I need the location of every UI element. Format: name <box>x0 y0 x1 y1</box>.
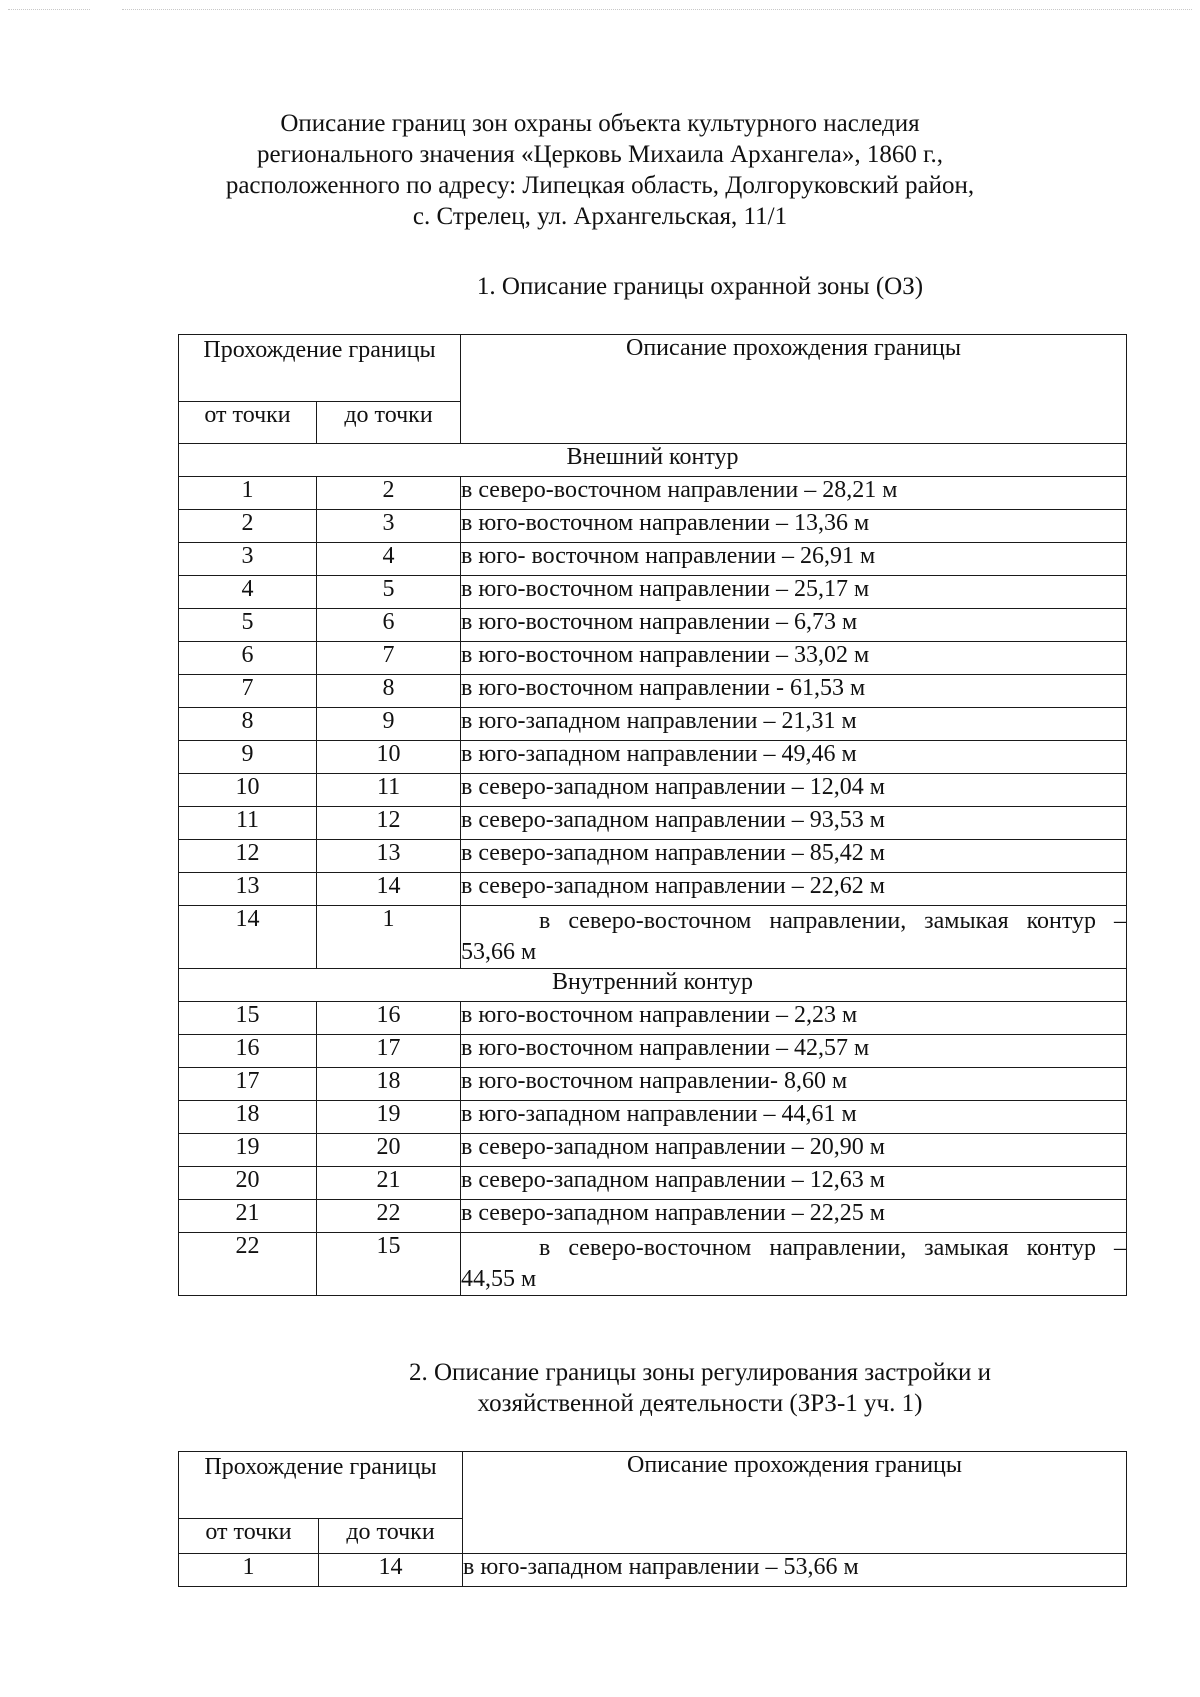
point-from: 6 <box>179 642 317 675</box>
point-from: 19 <box>179 1134 317 1167</box>
point-from: 10 <box>179 774 317 807</box>
table-row <box>179 1035 1127 1068</box>
point-to: 4 <box>317 543 461 576</box>
point-from: 5 <box>179 609 317 642</box>
point-from: 4 <box>179 576 317 609</box>
table-row <box>179 774 1127 807</box>
point-from: 17 <box>179 1068 317 1101</box>
table-row <box>179 1134 1127 1167</box>
point-from: 15 <box>179 1002 317 1035</box>
boundary-description: в юго-восточном направлении – 25,17 м <box>461 576 1127 609</box>
title-line: регионального значения «Церковь Михаила Архангела», 1860 г., <box>256 141 944 168</box>
boundary-description: в северо-восточном направлении, замыкая контур – 44,55 м <box>461 1233 1127 1296</box>
table-row <box>179 741 1127 774</box>
point-from: 14 <box>179 906 317 969</box>
table-row <box>179 873 1127 906</box>
boundary-description: в северо-западном направлении – 22,62 м <box>461 873 1127 906</box>
outer-contour-rows <box>179 477 1127 906</box>
boundary-description: в северо-западном направлении – 85,42 м <box>461 840 1127 873</box>
point-to: 14 <box>317 873 461 906</box>
header-passage: Прохождение границы <box>179 335 461 402</box>
point-to: 18 <box>317 1068 461 1101</box>
point-to: 1 <box>317 906 461 969</box>
inner-contour-label: Внутренний контур <box>179 969 1127 1002</box>
scan-edge-left <box>8 9 90 10</box>
header-description: Описание прохождения границы <box>463 1452 1127 1554</box>
point-from: 9 <box>179 741 317 774</box>
boundary-description: в юго-восточном направлении - 61,53 м <box>461 675 1127 708</box>
boundary-description: в юго-восточном направлении- 8,60 м <box>461 1068 1127 1101</box>
table-row <box>179 1101 1127 1134</box>
boundary-description: в северо-западном направлении – 93,53 м <box>461 807 1127 840</box>
point-to: 13 <box>317 840 461 873</box>
point-from: 1 <box>179 1554 319 1587</box>
boundary-description: в северо-западном направлении – 12,63 м <box>461 1167 1127 1200</box>
point-from: 1 <box>179 477 317 510</box>
point-to: 9 <box>317 708 461 741</box>
inner-contour-rows <box>179 1002 1127 1233</box>
table-row <box>179 477 1127 510</box>
point-to: 14 <box>319 1554 463 1587</box>
table-row <box>179 642 1127 675</box>
table-row <box>179 1002 1127 1035</box>
table-row <box>179 543 1127 576</box>
header-passage: Прохождение границы <box>179 1452 463 1519</box>
point-to: 8 <box>317 675 461 708</box>
boundary-description: в юго-восточном направлении – 2,23 м <box>461 1002 1127 1035</box>
boundary-description: в юго-западном направлении – 21,31 м <box>461 708 1127 741</box>
point-to: 12 <box>317 807 461 840</box>
point-to: 19 <box>317 1101 461 1134</box>
point-from: 3 <box>179 543 317 576</box>
boundary-description: в северо-западном направлении – 22,25 м <box>461 1200 1127 1233</box>
table-row <box>179 510 1127 543</box>
point-from: 13 <box>179 873 317 906</box>
point-to: 21 <box>317 1167 461 1200</box>
point-from: 11 <box>179 807 317 840</box>
table-row <box>179 576 1127 609</box>
table-row <box>179 609 1127 642</box>
point-from: 22 <box>179 1233 317 1296</box>
point-to: 20 <box>317 1134 461 1167</box>
point-to: 16 <box>317 1002 461 1035</box>
point-to: 6 <box>317 609 461 642</box>
header-to: до точки <box>319 1519 463 1554</box>
boundary-description: в юго-западном направлении – 44,61 м <box>461 1101 1127 1134</box>
table-row <box>179 1167 1127 1200</box>
boundary-description: в северо-восточном направлении – 28,21 м <box>461 477 1127 510</box>
point-from: 7 <box>179 675 317 708</box>
header-from: от точки <box>179 1519 319 1554</box>
point-from: 20 <box>179 1167 317 1200</box>
table-row <box>179 807 1127 840</box>
point-to: 11 <box>317 774 461 807</box>
boundary-description: в юго-восточном направлении – 42,57 м <box>461 1035 1127 1068</box>
table-row <box>179 1200 1127 1233</box>
title-line: расположенного по адресу: Липецкая область, Долгоруковский район, <box>225 172 975 199</box>
point-to: 10 <box>317 741 461 774</box>
boundary-description: в юго-восточном направлении – 13,36 м <box>461 510 1127 543</box>
section1-heading: 1. Описание границы охранной зоны (ОЗ) <box>476 273 924 300</box>
header-from: от точки <box>179 402 317 444</box>
table-row <box>179 1554 1127 1587</box>
document-title <box>150 108 1050 232</box>
section2-heading-line: 2. Описание границы зоны регулирования застройки и <box>408 1359 992 1386</box>
header-description: Описание прохождения границы <box>461 335 1127 444</box>
section2-heading-line: хозяйственной деятельности (ЗРЗ-1 уч. 1) <box>477 1390 923 1417</box>
boundary-description: в северо-западном направлении – 20,90 м <box>461 1134 1127 1167</box>
table-row <box>179 1068 1127 1101</box>
point-to: 2 <box>317 477 461 510</box>
point-from: 12 <box>179 840 317 873</box>
boundary-description: в юго-восточном направлении – 6,73 м <box>461 609 1127 642</box>
point-from: 8 <box>179 708 317 741</box>
point-from: 18 <box>179 1101 317 1134</box>
section2-heading <box>330 1357 1070 1419</box>
title-line: с. Стрелец, ул. Архангельская, 11/1 <box>412 203 788 230</box>
table-row <box>179 675 1127 708</box>
boundary-description: в юго- восточном направлении – 26,91 м <box>461 543 1127 576</box>
table-row <box>179 708 1127 741</box>
boundary-description: в северо-восточном направлении, замыкая контур – 53,66 м <box>461 906 1127 969</box>
point-to: 22 <box>317 1200 461 1233</box>
table-row <box>179 840 1127 873</box>
protection-zone-table <box>178 334 1127 1296</box>
regulation-zone-table <box>178 1451 1127 1587</box>
point-from: 16 <box>179 1035 317 1068</box>
scan-edge-right <box>122 9 1192 10</box>
point-to: 17 <box>317 1035 461 1068</box>
point-to: 7 <box>317 642 461 675</box>
header-to: до точки <box>317 402 461 444</box>
outer-contour-label: Внешний контур <box>179 444 1127 477</box>
boundary-description: в северо-западном направлении – 12,04 м <box>461 774 1127 807</box>
point-from: 2 <box>179 510 317 543</box>
boundary-description: в юго-восточном направлении – 33,02 м <box>461 642 1127 675</box>
regulation-zone-rows <box>179 1554 1127 1587</box>
point-to: 5 <box>317 576 461 609</box>
point-to: 3 <box>317 510 461 543</box>
point-from: 21 <box>179 1200 317 1233</box>
point-to: 15 <box>317 1233 461 1296</box>
boundary-description: в юго-западном направлении – 53,66 м <box>463 1554 1127 1587</box>
title-line: Описание границ зон охраны объекта культурного наследия <box>280 110 920 137</box>
boundary-description: в юго-западном направлении – 49,46 м <box>461 741 1127 774</box>
